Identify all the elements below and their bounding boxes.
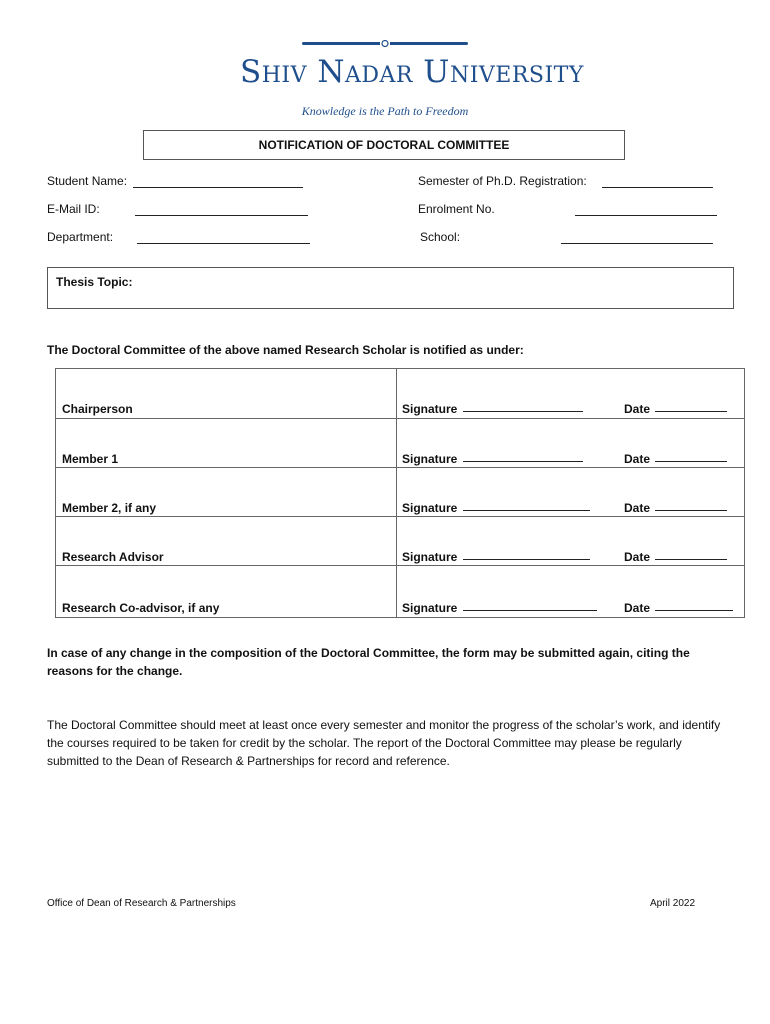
signature-label: Signature (402, 601, 458, 615)
email-label: E-Mail ID: (47, 202, 100, 216)
signature-label: Signature (402, 550, 458, 564)
school-label: School: (420, 230, 461, 244)
table-row (56, 516, 744, 566)
table-row (56, 369, 744, 418)
date-field[interactable] (655, 559, 727, 560)
logo-rule-right (390, 42, 468, 45)
form-title: NOTIFICATION OF DOCTORAL COMMITTEE (143, 130, 625, 160)
date-field[interactable] (655, 461, 727, 462)
email-field[interactable] (135, 215, 308, 216)
column-divider (396, 517, 397, 566)
signature-field[interactable] (463, 411, 583, 412)
date-label: Date (624, 452, 651, 466)
semester-field[interactable] (602, 187, 713, 188)
date-label: Date (624, 550, 651, 564)
signature-label: Signature (402, 501, 458, 515)
logo-rule-left (302, 42, 380, 45)
date-label: Date (624, 402, 651, 416)
signature-field[interactable] (463, 510, 590, 511)
table-row (56, 565, 744, 617)
student-name-label: Student Name: (47, 174, 128, 188)
thesis-topic-box[interactable] (47, 267, 734, 309)
committee-table (55, 368, 745, 618)
university-tagline: Knowledge is the Path to Freedom (301, 104, 469, 118)
committee-intro: The Doctoral Committee of the above named Research Scholar is notified as under: (47, 343, 524, 357)
signature-field[interactable] (463, 559, 590, 560)
column-divider (396, 566, 397, 617)
date-label: Date (624, 601, 651, 615)
signature-field[interactable] (463, 610, 597, 611)
column-divider (396, 369, 397, 418)
table-row (56, 467, 744, 517)
column-divider (396, 419, 397, 468)
semester-label: Semester of Ph.D. Registration: (418, 174, 587, 188)
department-field[interactable] (137, 243, 310, 244)
student-name-field[interactable] (133, 187, 303, 188)
table-row (56, 418, 744, 468)
thesis-topic-label: Thesis Topic: (56, 275, 133, 289)
role-label: Chairperson (62, 402, 133, 416)
signature-label: Signature (402, 402, 458, 416)
footer-date: April 2022 (650, 898, 696, 909)
signature-label: Signature (402, 452, 458, 466)
department-label: Department: (47, 230, 114, 244)
meeting-note: The Doctoral Committee should meet at least once every semester and monitor the progress of the scholar’s work, and identify the courses required to be taken for credit by the scholar. The report of the Doctoral Committee may please be regularly submitted to the Dean of Research & Partnerships for record and reference. (47, 718, 721, 768)
date-label: Date (624, 501, 651, 515)
date-field[interactable] (655, 411, 727, 412)
date-field[interactable] (655, 610, 733, 611)
change-note: In case of any change in the composition of the Doctoral Committee, the form may be submitted again, citing the reasons for the change. (47, 646, 690, 678)
school-field[interactable] (561, 243, 713, 244)
role-label: Member 1 (62, 452, 119, 466)
enrolment-field[interactable] (575, 215, 717, 216)
signature-field[interactable] (463, 461, 583, 462)
enrolment-label: Enrolment No. (418, 202, 495, 216)
logo-emblem-icon (380, 40, 390, 47)
university-logo: Shiv Nadar University (240, 54, 584, 90)
footer-office: Office of Dean of Research & Partnerships (47, 898, 236, 909)
column-divider (396, 468, 397, 517)
role-label: Research Advisor (62, 550, 164, 564)
date-field[interactable] (655, 510, 727, 511)
role-label: Member 2, if any (62, 501, 157, 515)
role-label: Research Co-advisor, if any (62, 601, 220, 615)
